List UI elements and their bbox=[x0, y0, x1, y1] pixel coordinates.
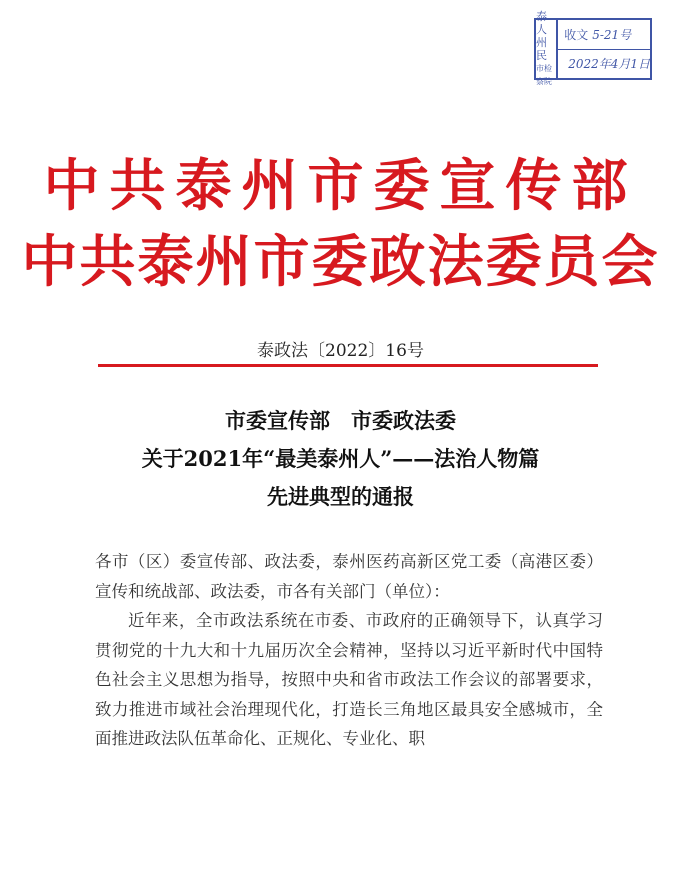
stamp-org-line2: 州民 bbox=[536, 36, 547, 62]
document-body bbox=[95, 547, 603, 754]
receipt-stamp bbox=[534, 10, 652, 86]
title-line-3: 先进典型的通报 bbox=[267, 484, 414, 509]
title-line-2: 关于2021年“最美泰州人”——法治人物篇 bbox=[141, 446, 540, 471]
salutation: 各市（区）委宣传部、政法委，泰州医药高新区党工委（高港区委）宣传和统战部、政法委，市各有关部门（单位）： bbox=[95, 552, 603, 601]
issuer-line-1: 中共泰州市委宣传部 bbox=[43, 153, 638, 219]
stamp-receipt-number: 5-21号 bbox=[592, 27, 632, 42]
stamp-receipt-row bbox=[558, 20, 650, 49]
stamp-fields bbox=[558, 20, 650, 78]
issuer-line-2: 中共泰州市委政法委员会 bbox=[21, 229, 660, 295]
title-line-1: 市委宣传部 市委政法委 bbox=[225, 408, 456, 433]
stamp-org-line3: 市检察院 bbox=[536, 64, 552, 86]
stamp-date: 2022年4月1日 bbox=[568, 57, 650, 72]
stamp-org-block bbox=[536, 10, 558, 86]
stamp-receipt-label: 收文 bbox=[564, 27, 589, 42]
stamp-org-line1: 泰人 bbox=[536, 10, 547, 36]
red-divider-line bbox=[98, 364, 598, 367]
stamp-date-row bbox=[558, 49, 650, 79]
document-number: 泰政法〔2022〕16号 bbox=[257, 341, 424, 361]
body-paragraph: 近年来，全市政法系统在市委、市政府的正确领导下，认真学习贯彻党的十九大和十九届历次全会精神，坚持以习近平新时代中国特色社会主义思想为指导，按照中央和省市政法工作会议的部署要求，致力推进市域社会治理现代化，打造长三角地区最具安全感城市，全面推进政法队伍革命化、正规化、专业化、职 bbox=[95, 611, 603, 748]
